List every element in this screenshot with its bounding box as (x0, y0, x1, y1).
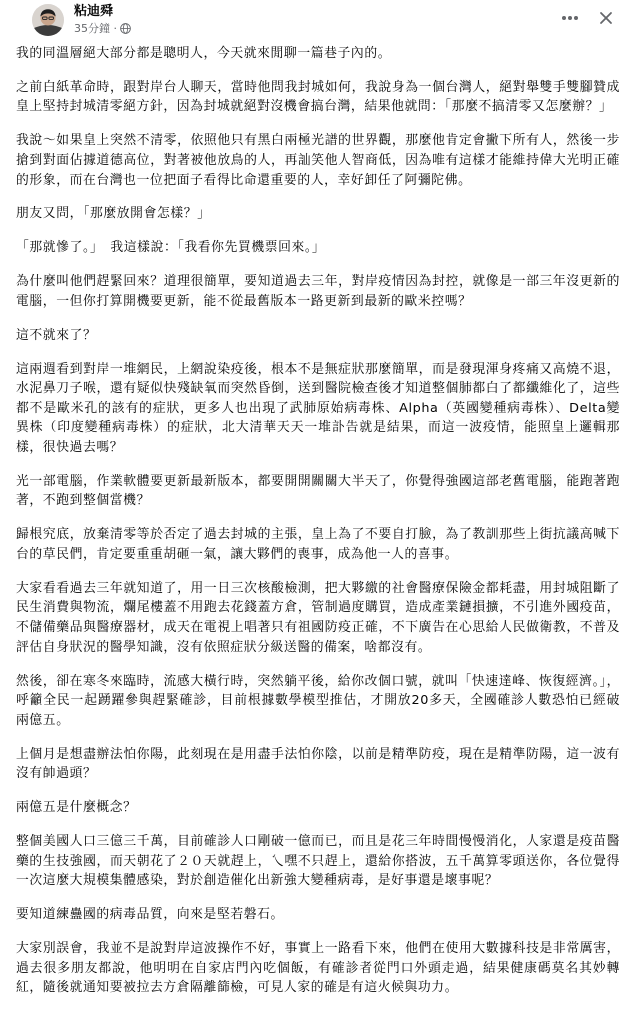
post-paragraph: 這兩週看到對岸一堆網民，上網說染疫後，根本不是無症狀那麼簡單，而是發現渾身疼痛又高燒不退，水泥鼻刀子喉，還有疑似快殘缺氧而突然昏倒，送到醫院檢查後才知道整個肺都白了都纖維化了，這些都不是歐米孔的該有的症狀，更多人也出現了武肺原始病毒株、Alpha（英國變種病毒株）、Delta變異株（印度變種病毒株）的症狀，北大清華天天一堆訃告就是結果，而這一波疫情，能照皇上邏輯那樣，很快過去嗎？ (16, 361, 620, 455)
more-dots-icon (561, 15, 579, 21)
post-paragraph: 整個美國人口三億三千萬，目前確診人口剛破一億而已，而且是花三年時間慢慢消化，人家還是疫苗醫藥的生技強國，而天朝花了２０天就趕上，乀嘿不只趕上，還給你搭波，五千萬算零頭送你，各位覺得一次這麼大規模集體感染，對於創造催化出新強大變種病毒，是好事還是壞事呢？ (16, 833, 620, 889)
post-paragraph: 光一部電腦，作業軟體要更新最新版本，都要開開關關大半天了，你覺得強國這部老舊電腦，能跑著跑著，不跑到整個當機？ (16, 473, 620, 509)
post-paragraph: 大家別誤會，我並不是說對岸這波操作不好，事實上一路看下來，他們在使用大數據科技是非常厲害，過去很多朋友都說，他明明在自家店門內吃個飯，有確診者從門口外頭走過，結果健康碼莫名其妙轉紅，隨後就通知要被拉去方倉隔離篩檢，可見人家的確是有這火候與功力。 (16, 940, 620, 996)
post-paragraph: 我說～如果皇上突然不清零，依照他只有黑白兩極光譜的世界觀，那麼他肯定會撇下所有人，然後一步搶到對面佔據道德高位，對著被他放鳥的人，再訕笑他人智商低，因為唯有這樣才能維持偉大光明正確的形象，而在台灣也一位把面子看得比命還重要的人，幸好卸任了阿彌陀佛。 (16, 133, 620, 188)
post-timestamp[interactable]: 35分鐘 · (74, 22, 117, 35)
close-post-button[interactable] (594, 6, 618, 30)
post-paragraph: 然後，卻在寒冬來臨時，流感大橫行時，突然躺平後，給你改個口號，就叫「快速達峰、恢復經濟。」，呼籲全民一起踴躍參與趕緊確診，目前根據數學模型推估，才開放20多天，全國確診人數恐怕已經破兩億五。 (16, 673, 620, 728)
post-meta (74, 21, 131, 36)
author-avatar[interactable] (32, 4, 64, 36)
author-block (74, 3, 131, 36)
post-paragraph: 為什麼叫他們趕緊回來？道理很簡單，要知道過去三年，對岸疫情因為封控，就像是一部三年沒更新的電腦，一但你打算開機要更新，能不從最舊版本一路更新到最新的歐米控嗎？ (16, 274, 620, 309)
author-name[interactable]: 粘迪舜 (74, 4, 114, 19)
more-options-button[interactable] (558, 8, 582, 28)
post-paragraph: 「那就慘了。」 我這樣說：「我看你先買機票回來。」 (16, 240, 326, 256)
avatar-photo (32, 4, 64, 36)
post-paragraph: 要知道練蠱國的病毒品質，向來是堅若磐石。 (16, 907, 284, 923)
post-paragraph: 這不就來了？ (16, 327, 97, 343)
post-paragraph: 朋友又問，「那麼放開會怎樣？」 (16, 206, 211, 222)
close-icon (599, 11, 613, 25)
post-body (16, 44, 620, 1012)
post-paragraph: 大家看看過去三年就知道了，用一日三次核酸檢測，把大夥繳的社會醫療保險金都耗盡，用封城阻斷了民生消費與物流，爛尾樓蓋不用跑去花錢蓋方倉，管制過度購買，造成產業鏈損擴，不引進外國疫苗，不儲備藥品與醫療器材，成天在電視上唱著只有祖國防疫正確，不下廣告在心思給人民做衛教，不普及評估自身狀況的醫學知識，沒有依照症狀分級送醫的備案，啥都沒有。 (16, 580, 620, 655)
post-header (16, 0, 626, 42)
post-paragraph: 上個月是想盡辦法怕你陽，此刻現在是用盡手法怕你陰，以前是精準防疫，現在是精準防陽，這一波有沒有帥過頭？ (16, 746, 620, 782)
post-paragraph: 之前白紙革命時，跟對岸台人聊天，當時他問我封城如何，我說身為一個台灣人，絕對舉雙手雙腳贊成皇上堅持封城清零絕方針，因為封城就絕對沒機會搞台灣，結果他就問：「那麼不搞清零又怎麼辦？」 (16, 79, 620, 115)
post-paragraph: 兩億五是什麼概念？ (16, 800, 137, 816)
post-paragraph: 我的同溫層絕大部分都是聰明人，今天就來閒聊一篇巷子內的。 (16, 46, 392, 61)
post-paragraph: 歸根究底，放棄清零等於否定了過去封城的主張，皇上為了不要自打臉，為了教訓那些上街抗議高喊下台的草民們，肯定要重重胡砸一氣，讓大夥們的喪事，成為他一人的喜事。 (16, 527, 620, 562)
globe-icon (120, 23, 131, 34)
